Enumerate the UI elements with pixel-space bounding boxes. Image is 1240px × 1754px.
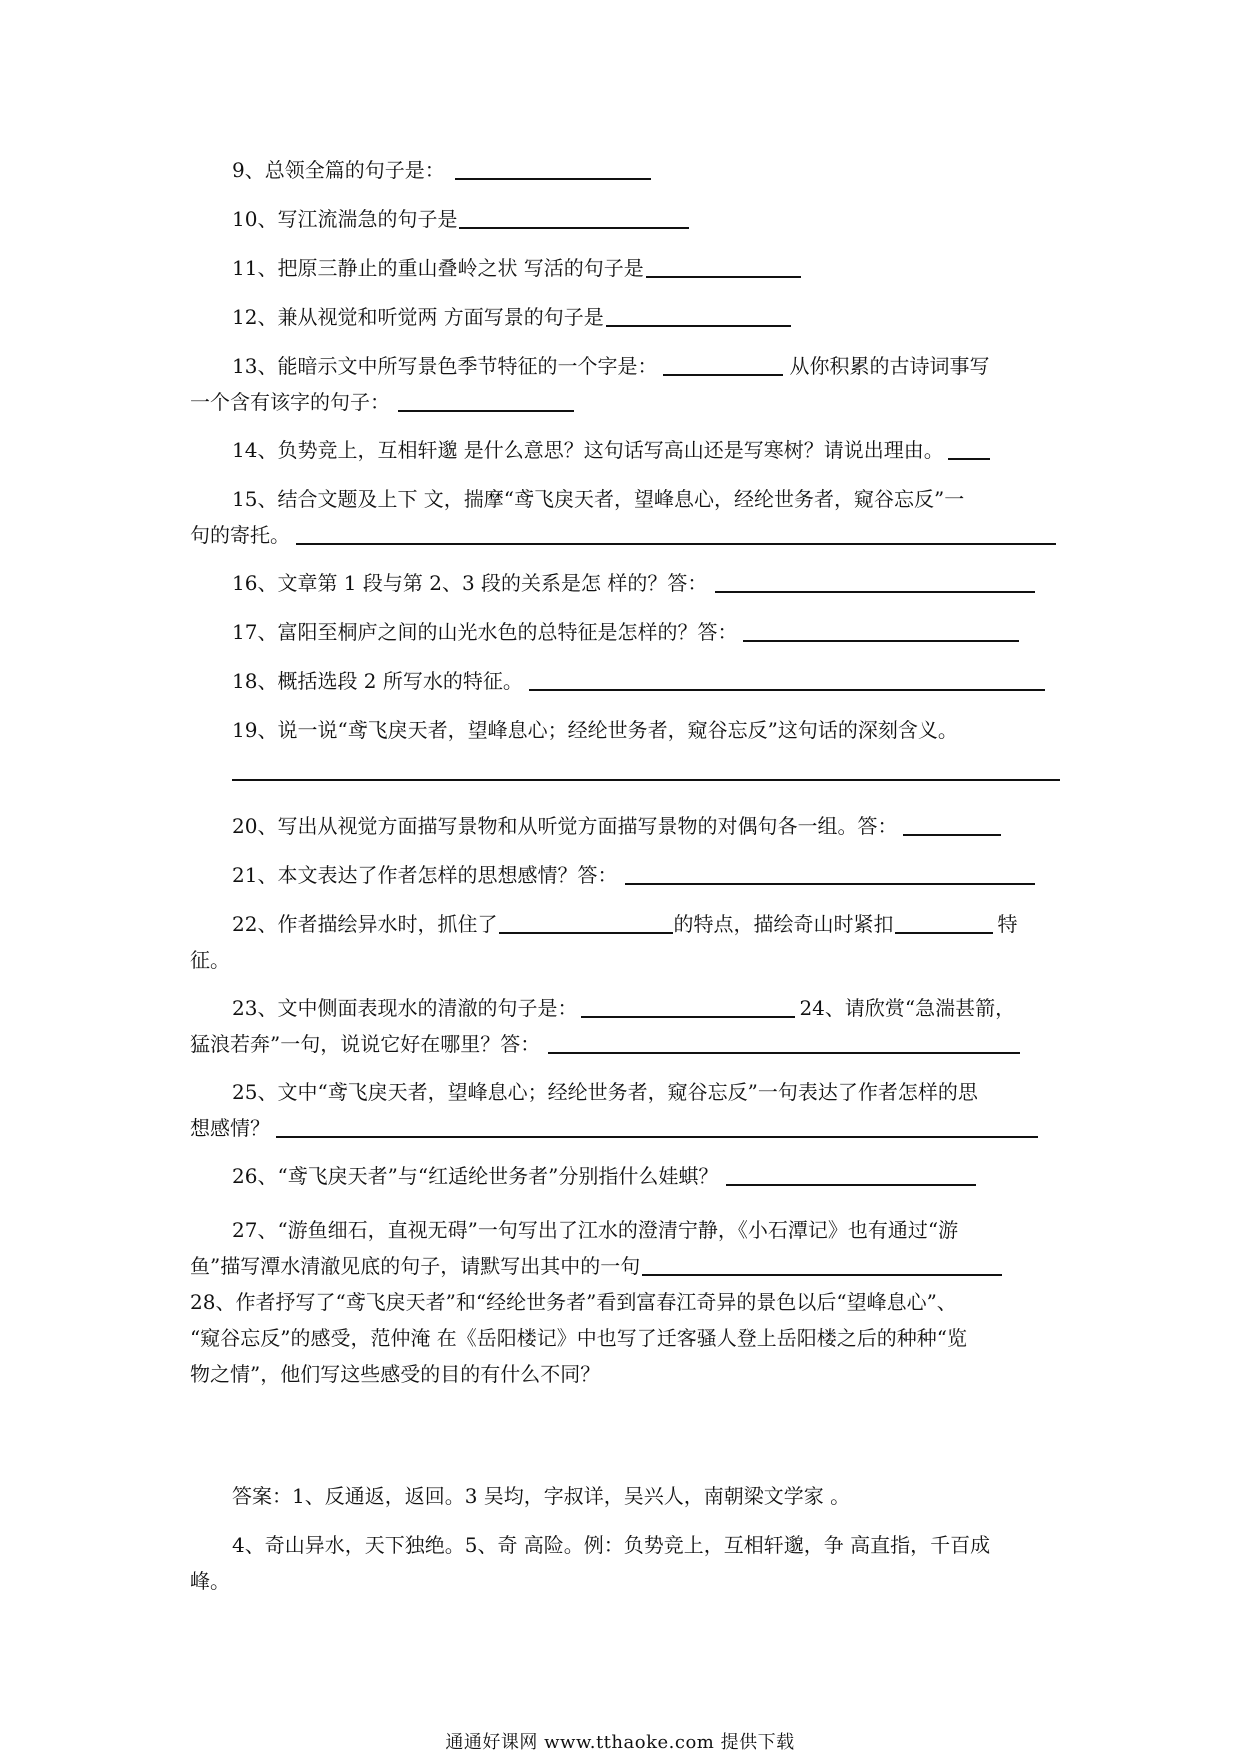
question-16 <box>190 565 1060 601</box>
answer-blank[interactable] <box>903 814 1001 836</box>
answer-blank[interactable] <box>581 996 795 1018</box>
question-text: 16、文章第 1 段与第 2、3 段的关系是怎 样的？答： <box>232 571 708 595</box>
question-11 <box>190 250 1060 286</box>
answer-key <box>190 1478 1060 1514</box>
page-footer: 通通好课网 www.tthaoke.com 提供下载 <box>445 1732 795 1753</box>
question-text: 征。 <box>190 948 230 972</box>
answer-line[interactable] <box>232 779 1060 781</box>
question-text: 26、“鸢飞戾天者”与“红适纶世务者”分别指什么娃蜞？ <box>232 1164 719 1188</box>
question-text: 25、文中“鸢飞戾天者，望峰息心；经纶世务者，窥谷忘反”一句表达了作者怎样的思 <box>232 1080 978 1104</box>
question-text: 15、结合文题及上下 文，揣摩“鸢飞戾天者，望峰息心，经纶世务者，窥谷忘反”一 <box>232 487 965 511</box>
question-17 <box>190 614 1060 650</box>
answer-blank[interactable] <box>715 571 1035 593</box>
answer-blank[interactable] <box>548 1032 1020 1054</box>
question-27 <box>190 1212 1060 1284</box>
question-25 <box>190 1074 1060 1146</box>
question-text: 11、把原三静止的重山叠岭之状 写活的句子是 <box>232 256 644 280</box>
answer-text: 峰。 <box>190 1569 230 1593</box>
answer-blank[interactable] <box>499 912 673 934</box>
question-text: 的特点，描绘奇山时紧扣 <box>673 912 894 936</box>
question-text: 28、作者抒写了“鸢飞戾天者”和“经纶世务者”看到富春江奇异的景色以后“望峰息心”、 <box>190 1290 957 1314</box>
question-text: 猛浪若奔”一句，说说它好在哪里？答： <box>190 1032 541 1056</box>
answer-blank[interactable] <box>398 390 574 412</box>
question-28 <box>190 1284 1060 1392</box>
question-22 <box>190 906 1060 978</box>
question-text: 10、写江流湍急的句子是 <box>232 207 458 231</box>
question-19 <box>190 712 1060 748</box>
question-text: 想感情？ <box>190 1116 270 1140</box>
question-text: 物之情”，他们写这些感受的目的有什么不同？ <box>190 1362 601 1386</box>
question-12 <box>190 299 1060 335</box>
question-text: 9、总领全篇的句子是： <box>232 158 445 182</box>
answer-blank[interactable] <box>948 438 990 460</box>
question-text: 从你积累的古诗词事写 <box>789 354 990 378</box>
answer-blank[interactable] <box>646 256 801 278</box>
question-23-24 <box>190 990 1060 1062</box>
answer-blank[interactable] <box>895 912 993 934</box>
question-text: 鱼”描写潭水清澈见底的句子，请默写出其中的一句 <box>190 1254 641 1278</box>
answer-blank[interactable] <box>726 1164 976 1186</box>
question-text: 特 <box>997 912 1018 936</box>
answer-blank[interactable] <box>606 305 791 327</box>
question-text: 19、说一说“鸢飞戾天者，望峰息心；经纶世务者，窥谷忘反”这句话的深刻含义。 <box>232 718 958 742</box>
answer-text: 4、奇山异水，天下独绝。5、奇 高险。例：负势竞上，互相轩邈，争 高直指，千百成 <box>232 1533 991 1557</box>
question-9 <box>190 152 1060 188</box>
question-20 <box>190 808 1060 844</box>
question-21 <box>190 857 1060 893</box>
question-text: 24、请欣赏“急湍甚箭， <box>799 996 1016 1020</box>
question-text: 27、“游鱼细石，直视无碍”一句写出了江水的澄清宁静，《小石潭记》也有通过“游 <box>232 1218 959 1242</box>
question-14 <box>190 432 1060 468</box>
question-15 <box>190 481 1060 553</box>
answer-blank[interactable] <box>459 207 689 229</box>
question-text: 12、兼从视觉和听觉两 方面写景的句子是 <box>232 305 604 329</box>
answer-blank[interactable] <box>625 863 1035 885</box>
question-text: 23、文中侧面表现水的清澈的句子是： <box>232 996 578 1020</box>
answer-blank[interactable] <box>663 354 783 376</box>
question-18 <box>190 663 1060 699</box>
question-text: “窥谷忘反”的感受，范仲淹 在《岳阳楼记》中也写了迁客骚人登上岳阳楼之后的种种“览 <box>190 1326 968 1350</box>
question-26 <box>190 1158 1060 1194</box>
question-text: 一个含有该字的句子： <box>190 390 390 414</box>
answer-blank[interactable] <box>455 158 651 180</box>
answer-blank[interactable] <box>743 620 1019 642</box>
question-13 <box>190 348 1060 420</box>
answer-key-continued <box>190 1527 1060 1599</box>
answer-blank[interactable] <box>529 669 1045 691</box>
answer-blank[interactable] <box>296 523 1056 545</box>
question-text: 21、本文表达了作者怎样的思想感情？答： <box>232 863 618 887</box>
question-text: 13、能暗示文中所写景色季节特征的一个字是： <box>232 354 658 378</box>
question-text: 22、作者描绘异水时，抓住了 <box>232 912 498 936</box>
question-10 <box>190 201 1060 237</box>
answer-text: 答案：1、反通返，返回。3 吴均，字叔详，吴兴人，南朝梁文学家 。 <box>232 1484 851 1508</box>
question-text: 句的寄托。 <box>190 523 290 547</box>
answer-blank[interactable] <box>642 1254 1002 1276</box>
question-text: 17、富阳至桐庐之间的山光水色的总特征是怎样的？答： <box>232 620 738 644</box>
question-text: 18、概括选段 2 所写水的特征。 <box>232 669 523 693</box>
question-text: 20、写出从视觉方面描写景物和从听觉方面描写景物的对偶句各一组。答： <box>232 814 898 838</box>
answer-blank[interactable] <box>276 1116 1038 1138</box>
question-text: 14、负势竞上，互相轩邈 是什么意思？这句话写高山还是写寒树？请说出理由。 <box>232 438 944 462</box>
